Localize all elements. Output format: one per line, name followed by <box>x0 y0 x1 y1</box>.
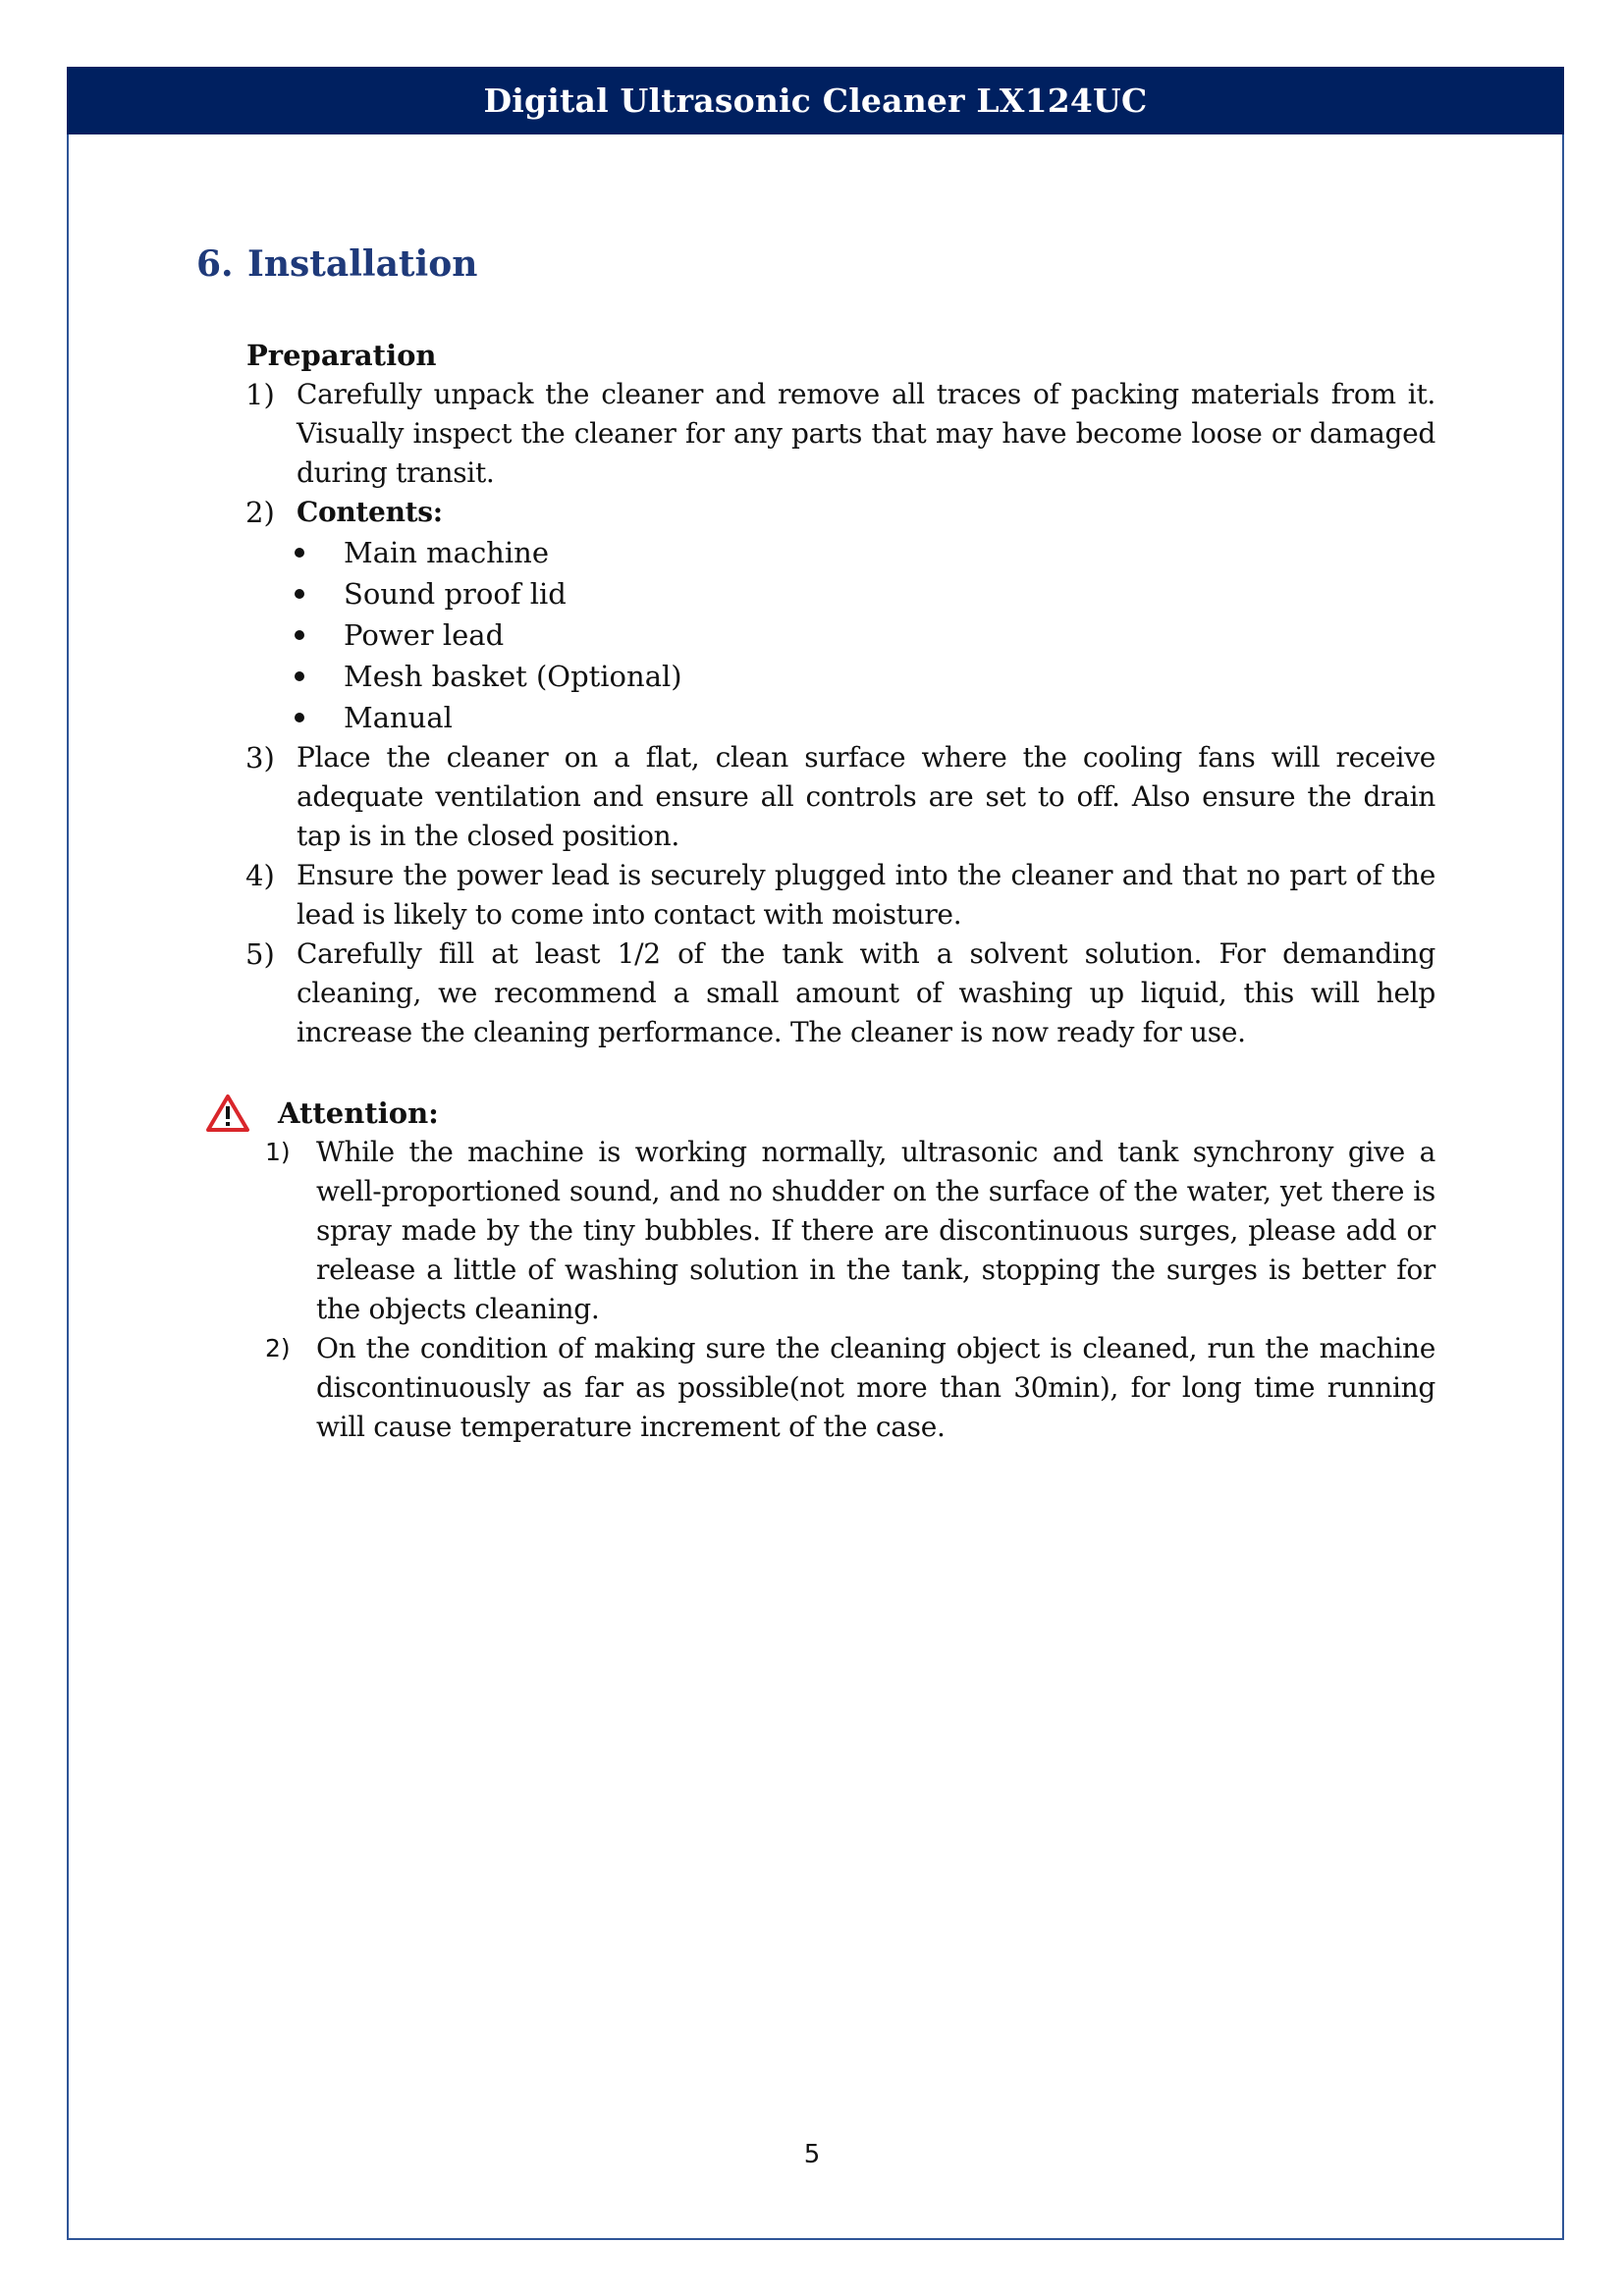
list-item <box>265 1329 1435 1447</box>
list-item <box>245 934 1435 1052</box>
item-number: 5) <box>245 937 275 971</box>
attention-heading-row <box>205 1094 439 1133</box>
contents-bullet-list <box>245 532 1435 738</box>
list-item <box>295 573 1435 614</box>
item-text: On the condition of making sure the cleaning object is cleaned, run the machine discontinuously as far as possible(not more than 30min), for long time running will cause temperature increment of the case. <box>316 1332 1435 1443</box>
list-item <box>295 614 1435 656</box>
section-title-text: Installation <box>247 243 478 285</box>
list-item <box>295 532 1435 573</box>
bullet-text: Sound proof lid <box>344 577 567 611</box>
item-number: 2) <box>245 496 275 529</box>
bullet-icon <box>295 713 304 722</box>
bullet-icon <box>295 630 304 640</box>
section-number: 6. <box>196 243 234 285</box>
bullet-icon <box>295 548 304 558</box>
list-item <box>245 856 1435 934</box>
item-text: Ensure the power lead is securely plugged into the cleaner and that no part of the lead is likely to come into contact with moisture. <box>297 859 1435 931</box>
list-item <box>245 738 1435 856</box>
warning-triangle-icon <box>205 1094 250 1133</box>
attention-list <box>265 1133 1435 1447</box>
list-item <box>245 493 1435 532</box>
bullet-text: Main machine <box>344 536 549 569</box>
item-number: 4) <box>245 859 275 892</box>
header-bar <box>67 67 1564 134</box>
list-item <box>295 697 1435 738</box>
item-number: 1) <box>265 1138 291 1166</box>
bullet-text: Manual <box>344 701 453 734</box>
list-item <box>295 656 1435 697</box>
item-text: Place the cleaner on a flat, clean surface where the cooling fans will receive adequate ventilation and ensure all controls are set to off. Also ensure the drain tap is in the closed position. <box>297 741 1435 852</box>
section-title <box>196 243 477 285</box>
bullet-text: Power lead <box>344 618 505 652</box>
item-text: Carefully fill at least 1/2 of the tank with a solvent solution. For demanding cleaning, we recommend a small amount of washing up liquid, this will help increase the cleaning performance. The cleaner is now ready for use. <box>297 937 1435 1048</box>
list-item <box>245 375 1435 493</box>
page-number: 5 <box>803 2140 821 2169</box>
bullet-icon <box>295 671 304 681</box>
preparation-heading: Preparation <box>246 339 437 372</box>
list-item <box>265 1133 1435 1329</box>
attention-heading: Attention: <box>278 1096 439 1130</box>
bullet-icon <box>295 589 304 599</box>
item-text: Carefully unpack the cleaner and remove all traces of packing materials from it. Visually inspect the cleaner for any parts that may have become loose or damaged during transit. <box>297 378 1435 489</box>
item-text: While the machine is working normally, ultrasonic and tank synchrony give a well-proportioned sound, and no shudder on the surface of the water, yet there is spray made by the tiny bubbles. If there are discontinuous surges, please add or release a little of washing solution in the tank, stopping the surges is better for the objects cleaning. <box>316 1136 1435 1325</box>
bullet-text: Mesh basket (Optional) <box>344 660 682 693</box>
document-title: Digital Ultrasonic Cleaner LX124UC <box>483 81 1148 120</box>
item-number: 1) <box>245 378 275 411</box>
item-number: 2) <box>265 1334 291 1362</box>
preparation-list <box>245 375 1435 1052</box>
contents-label: Contents: <box>297 496 443 528</box>
item-number: 3) <box>245 741 275 774</box>
